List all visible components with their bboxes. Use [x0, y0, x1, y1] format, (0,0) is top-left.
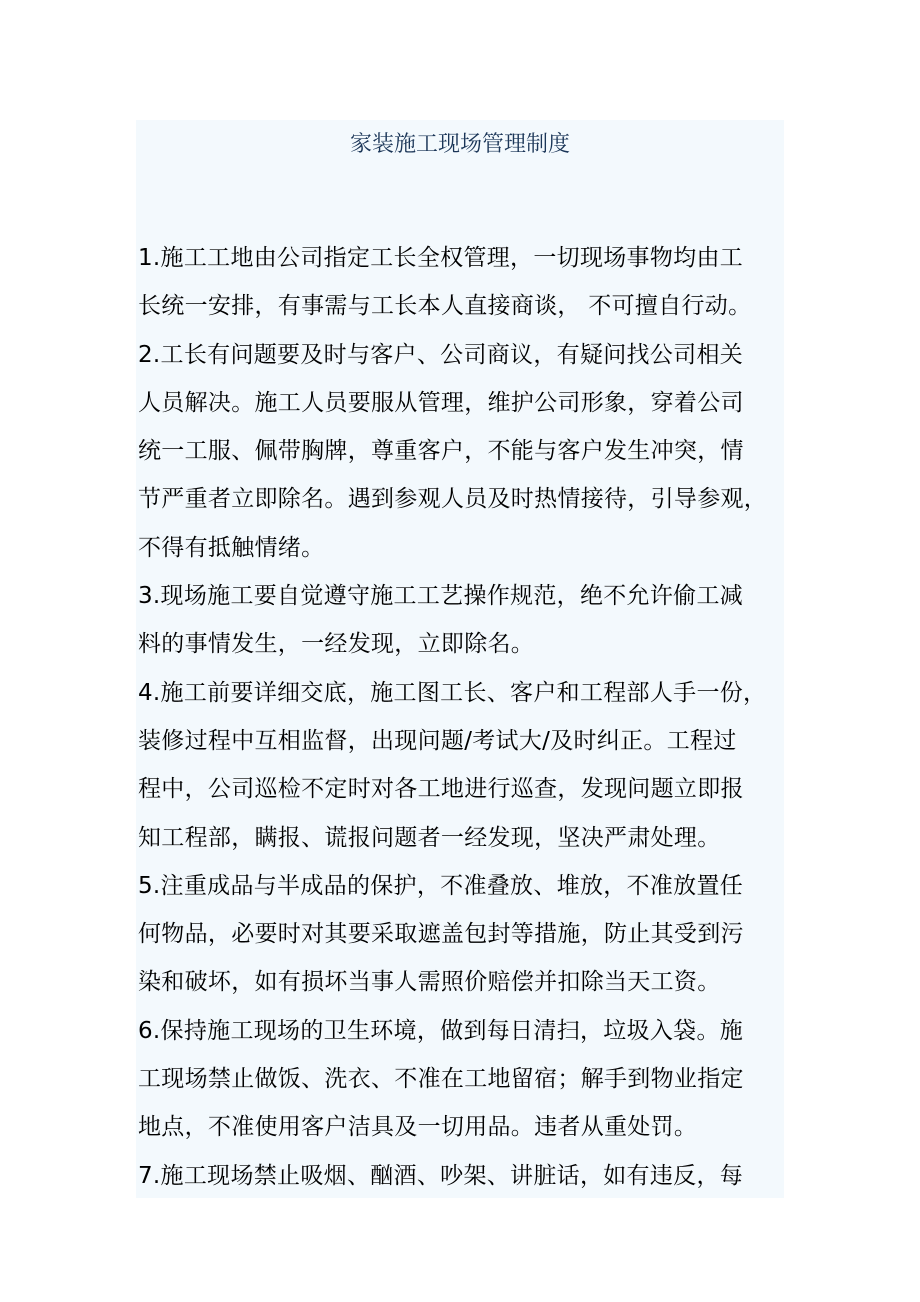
body-line: 7.施工现场禁止吸烟、酗酒、吵架、讲脏话，如有违反，每: [138, 1162, 744, 1189]
body-line: 不得有抵触情绪。: [138, 534, 325, 561]
body-line: 2.工长有问题要及时与客户、公司商议，有疑问找公司相关: [138, 341, 744, 368]
body-line: 地点，不准使用客户洁具及一切用品。违者从重处罚。: [138, 1114, 698, 1141]
body-line: 统一工服、佩带胸牌，尊重客户，不能与客户发生冲突，情: [138, 438, 744, 465]
body-line: 5.注重成品与半成品的保护，不准叠放、堆放，不准放置任: [138, 872, 744, 899]
body-line: 程中，公司巡检不定时对各工地进行巡查，发现问题立即报: [138, 776, 744, 803]
body-line: 长统一安排，有事需与工长本人直接商谈， 不可擅自行动。: [138, 293, 752, 320]
body-line: 染和破坏，如有损坏当事人需照价赔偿并扣除当天工资。: [138, 969, 721, 996]
body-line: 人员解决。施工人员要服从管理，维护公司形象，穿着公司: [138, 389, 744, 416]
document-body: [138, 234, 788, 1200]
body-line: 1.施工工地由公司指定工长全权管理，一切现场事物均由工: [138, 245, 744, 271]
body-line: 6.保持施工现场的卫生环境，做到每日清扫，垃圾入袋。施: [138, 1017, 744, 1044]
body-line: 3.现场施工要自觉遵守施工工艺操作规范，绝不允许偷工减: [138, 583, 744, 610]
body-line: 何物品，必要时对其要采取遮盖包封等措施，防止其受到污: [138, 921, 744, 948]
body-line: 工现场禁止做饭、洗衣、不准在工地留宿；解手到物业指定: [138, 1066, 744, 1093]
body-line: 知工程部，瞒报、谎报问题者一经发现，坚决严肃处理。: [138, 824, 721, 851]
document-title: 家装施工现场管理制度: [349, 132, 570, 157]
body-line: 4.施工前要详细交底，施工图工长、客户和工程部人手一份，: [138, 679, 767, 706]
body-line: 装修过程中互相监督，出现问题/考试大/及时纠正。工程过: [138, 727, 737, 754]
body-line: 节严重者立即除名。遇到参观人员及时热情接待，引导参观，: [138, 486, 768, 513]
body-line: 料的事情发生，一经发现，立即除名。: [138, 631, 535, 658]
